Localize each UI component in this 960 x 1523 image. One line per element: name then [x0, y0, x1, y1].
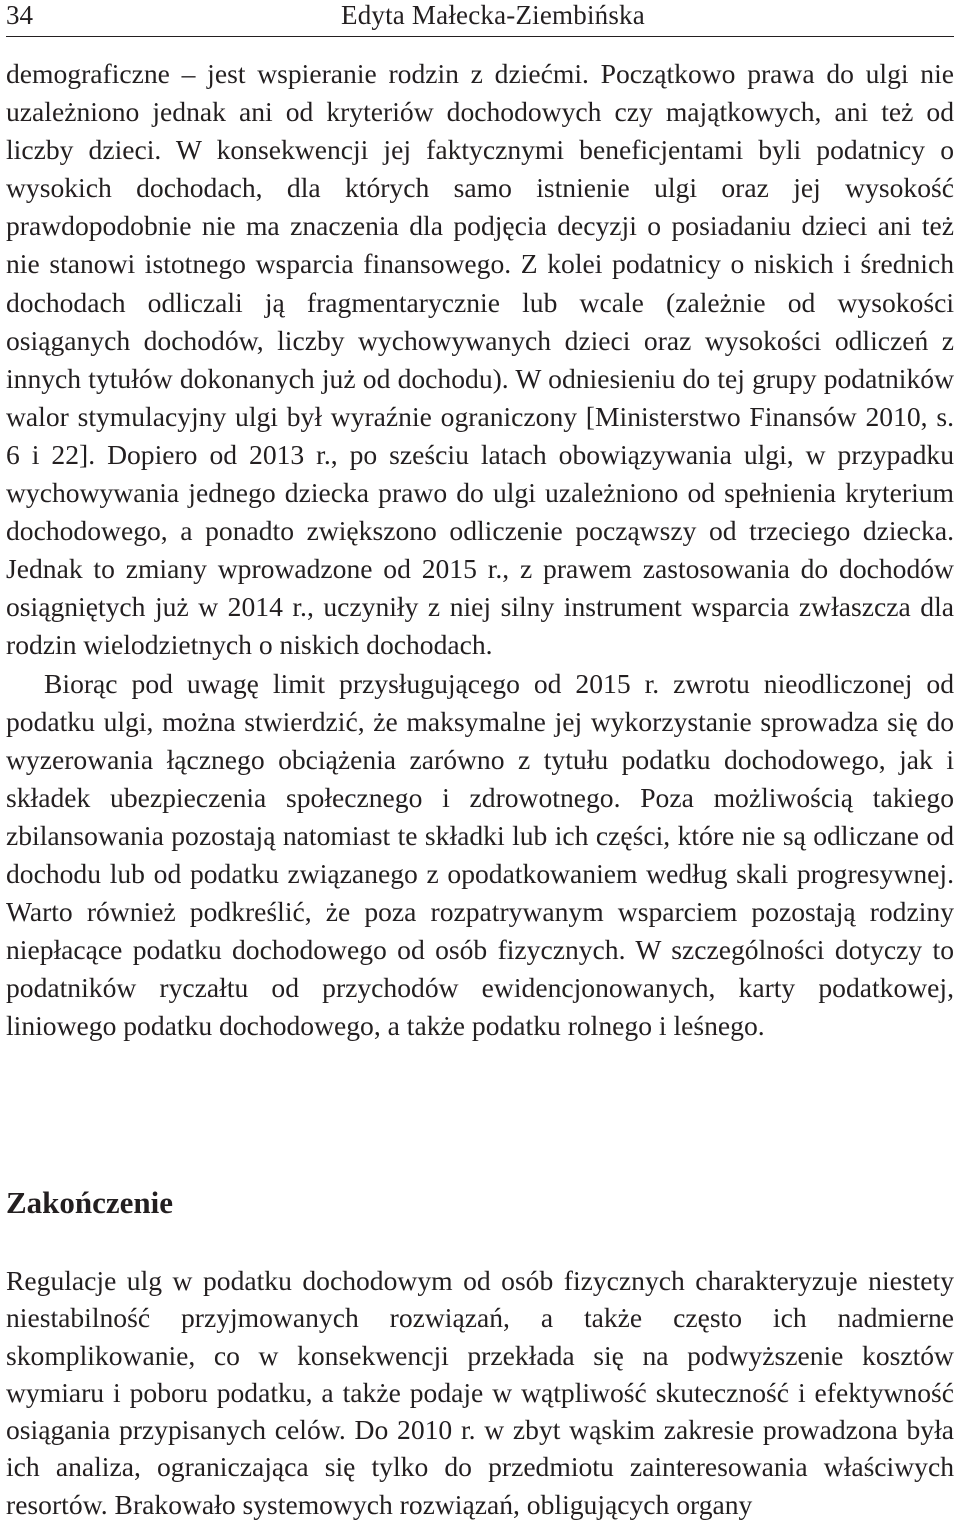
running-title-author: Edyta Małecka-Ziembińska — [341, 0, 645, 30]
paragraph: Regulacje ulg w podatku dochodowym od osób fizycznych charakteryzuje niestety niestabilność przyjmowanych rozwiązań, a także często ich nadmierne skomplikowanie, co w konsekwencji przekłada się na podwyższenie kosztów wymiaru i poboru podatku, a także podaje w wątpliwość skuteczność i efektywność osiągania przypisanych celów. Do 2010 r. w zbyt wąskim zakresie prowadzona była ich analiza, ograniczająca się tylko do przedmiotu zainteresowania właściwych resortów. Brakowało systemowych rozwiązań, obligujących organy — [6, 1265, 954, 1520]
paragraph: demograficzne – jest wspieranie rodzin z dziećmi. Początkowo prawa do ulgi nie uzależniono jednak ani od kryteriów dochodowych czy majątkowych, ani też od liczby dzieci. W konsekwencji jej faktycznymi beneficjentami byli podatnicy o wysokich dochodach, dla których samo istnienie ulgi oraz jej wysokość prawdopodobnie nie ma znaczenia dla podjęcia decyzji o posiadaniu dzieci ani też nie stanowi istotnego wsparcia finansowego. Z kolei podatnicy o niskich i średnich dochodach odliczali ją fragmentarycznie lub wcale (zależnie od wysokości osiąganych dochodów, liczby wychowywanych dzieci oraz wysokości odliczeń z innych tytułów dokonanych już od dochodu). W odniesieniu do tej grupy podatników walor stymulacyjny ulgi był wyraźnie ograniczony [Ministerstwo Finansów 2010, s. 6 i 22]. Dopiero od 2013 r., po sześciu latach obowiązywania ulgi, w przypadku wychowywania jednego dziecka prawo do ulgi uzależniono od spełnienia kryterium dochodowego, a ponadto zwiększono odliczenie począwszy od trzeciego dziecka. Jednak to zmiany wprowadzone od 2015 r., z prawem zastosowania do dochodów osiągniętych już w 2014 r., uczyniły z niej silny instrument wsparcia zwłaszcza dla rodzin wielodzietnych o niskich dochodach. — [6, 58, 954, 661]
running-header — [6, 0, 954, 37]
body-text — [6, 55, 954, 1045]
section-heading: Zakończenie — [6, 1185, 174, 1220]
page-number: 34 — [6, 0, 33, 30]
conclusion-text — [6, 1262, 954, 1523]
paragraph: Biorąc pod uwagę limit przysługującego od 2015 r. zwrotu nieodliczonej od podatku ulgi, można stwierdzić, że maksymalne jej wykorzystanie sprowadza się do wyzerowania łącznego obciążenia zarówno z tytułu podatku dochodowego, jak i składek ubezpieczenia społecznego i zdrowotnego. Poza możliwością takiego zbilansowania pozostają natomiast te składki lub ich części, które nie są odliczane od dochodu lub od podatku związanego z opodatkowaniem według skali progresywnej. Warto również podkreślić, że poza rozpatrywanym wsparciem pozostają rodziny niepłacące podatku dochodowego od osób fizycznych. W szczególności dotyczy to podatników ryczałtu od przychodów ewidencjonowanych, karty podatkowej, liniowego podatku dochodowego, a także podatku rolnego i leśnego. — [6, 667, 954, 1042]
